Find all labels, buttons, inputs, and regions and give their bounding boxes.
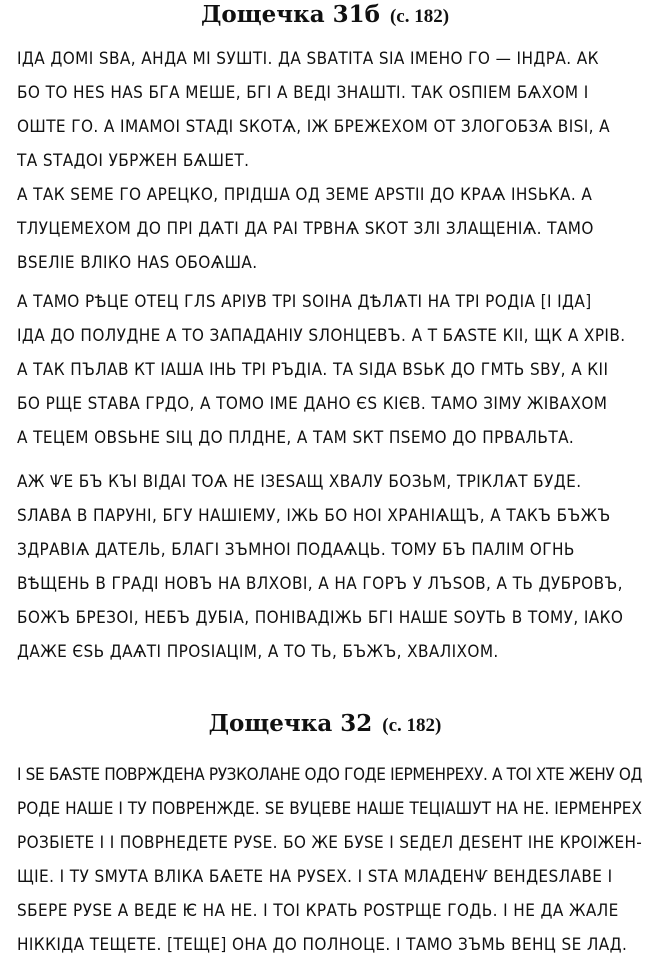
- text-line: РОДЕ НАШЕ І ТУ ПОВРЕНЖДЕ. ЅЕ ВУЦЕВЕ НАШЕ ТЕЦІАШУТ НА НЕ. ІЕРМЕНРЕХ: [17, 799, 642, 819]
- text-line: І ЅЕ БѦЅТЕ ПОВРЖДЕНА РУЗКОЛАНЕ ОДО ГОДЕ ІЕРМЕНРЕХУ. А ТОІ ХТЕ ЖЕНУ ОД: [17, 765, 642, 785]
- text-line: ВЅЕЛІЕ ВЛІКО НАЅ ОБОѦША.: [17, 253, 258, 273]
- text-line: ЩІЕ. І ТУ ЅМУТА ВЛІКА БѦЕТЕ НА РУЅЕХ. І ЅТА МЛАДЕНѰ ВЕНДЕЅЛАВЕ І: [17, 867, 613, 887]
- page-reference: (с. 182): [382, 715, 442, 736]
- text-line: РОЗБІЕТЕ І І ПОВРНЕДЕТЕ РУЅЕ. БО ЖЕ БУЅЕ І ЅЕДЕЛ ДЕЅЕНТ ІНЕ КРОІЖЕН-: [17, 833, 642, 853]
- text-line: А ТАК ЅЕМЕ ГО АРЕЦКО, ПРІДША ОД ЗЕМЕ АРЅТІІ ДО КРАѦ ІНЅЬКА. А: [17, 185, 593, 205]
- text-line: ІДА ДО ПОЛУДНЕ А ТО ЗАПАДАНІУ ЅЛОНЦЕВЪ. А Т БѦЅТЕ КІІ, ЩК А ХРІВ.: [17, 326, 626, 346]
- text-line: ТА ЅТАДОІ УБРЖЕН БѦШЕТ.: [17, 151, 250, 171]
- text-line: БО РЩЕ ЅТАВА ГРДО, А ТОМО ІМЕ ДАНО ЄЅ КІЄВ. ТАМО ЗІМУ ЖІВАХОМ: [17, 394, 608, 414]
- section-heading: [0, 707, 650, 741]
- text-line: ТЛУЦЕМЕХОМ ДО ПРІ ДѦТІ ДА РАІ ТРВНѦ ЅКОТ ЗЛІ ЗЛАЩЕНІѦ. ТАМО: [17, 219, 594, 239]
- text-line: ВѢЩЕНЬ В ГРАДІ НОВЪ НА ВЛХОВІ, А НА ГОРЪ У ЛЪЅОВ, А ТЬ ДУБРОВЪ,: [17, 574, 623, 594]
- text-line: ОШТЕ ГО. А ІМАМОІ ЅТАДІ ЅКОТѦ, ІЖ БРЕЖЕХОМ ОТ ЗЛОГОБЗѦ ВІЅІ, А: [17, 117, 610, 137]
- paragraph: [17, 285, 642, 455]
- text-line: ЗДРАВІѦ ДАТЕЛЬ, БЛАГІ ЗЪМНОІ ПОДАѦЦЬ. ТОМУ БЪ ПАЛІМ ОГНЬ: [17, 540, 575, 560]
- text-line: АЖ ѰЕ БЪ КЪІ ВІДАІ ТОѦ НЕ ІЗЕЅАЩ ХВАЛУ БОЗЬМ, ТРІКЛѦТ БУДЕ.: [17, 472, 582, 492]
- paragraph: [17, 465, 642, 669]
- text-line: БО ТО НЕЅ НАЅ БГА МЕШЕ, БГІ А ВЕДІ ЗНАШТІ. ТАК ОЅПІЕМ БѦХОМ І: [17, 83, 589, 103]
- section-title: Дощечка 31б: [200, 1, 380, 28]
- text-line: А ТЕЦЕМ ОВЅЬНЕ ЅІЦ ДО ПЛДНЕ, А ТАМ ЅКТ ПЅЕМО ДО ПРВАЛЬТА.: [17, 428, 575, 448]
- page-reference: (с. 182): [389, 6, 450, 27]
- section-heading: [0, 0, 650, 30]
- text-line: А ТАМО РѢЦЕ ОТЕЦ ГЛЅ АРІУВ ТРІ ЅОІНА ДѢЛѦТІ НА ТРІ РОДІА [І ІДА]: [17, 292, 592, 312]
- paragraph: [17, 178, 642, 280]
- text-line: ІДА ДОМІ ЅВА, АНДА МІ ЅУШТІ. ДА ЅВАТІТА ЅІА ІМЕНО ГО — ІНДРА. АК: [17, 49, 599, 69]
- section-title: Дощечка 32: [208, 710, 373, 737]
- text-line: БОЖЪ БРЕЗОІ, НЕБЪ ДУБІА, ПОНІВАДІЖЬ БГІ НАШЕ ЅОУТЬ В ТОМУ, ІАКО: [17, 608, 624, 628]
- text-line: НІККІДА ТЕЩЕТЕ. [ТЕЩЕ] ОНА ДО ПОЛНОЦЕ. І ТАМО ЗЪМЬ ВЕНЦ ЅЕ ЛАД.: [17, 935, 628, 955]
- text-line: ЅЛАВА В ПАРУНІ, БГУ НАШІЕМУ, ІЖЬ БО НОІ ХРАНІѦЩЪ, А ТАКЪ БЪЖЪ: [17, 506, 611, 526]
- paragraph: [17, 758, 642, 962]
- text-line: ЅБЕРЕ РУЅЕ А ВЕДЕ Ѥ НА НЕ. І ТОІ КРАТЬ РОЅТРЩЕ ГОДЬ. І НЕ ДА ЖАЛЕ: [17, 901, 619, 921]
- text-line: ДАЖЕ ЄЅЬ ДАѦТІ ПРОЅІАЦІМ, А ТО ТЬ, БЪЖЪ, ХВАЛІХОМ.: [17, 642, 499, 662]
- paragraph: [17, 42, 642, 178]
- text-line: А ТАК ПЪЛАВ КТ ІАША ІНЬ ТРІ РЪДІА. ТА ЅІДА ВЅЬК ДО ГМТЬ ЅВУ, А КІІ: [17, 360, 609, 380]
